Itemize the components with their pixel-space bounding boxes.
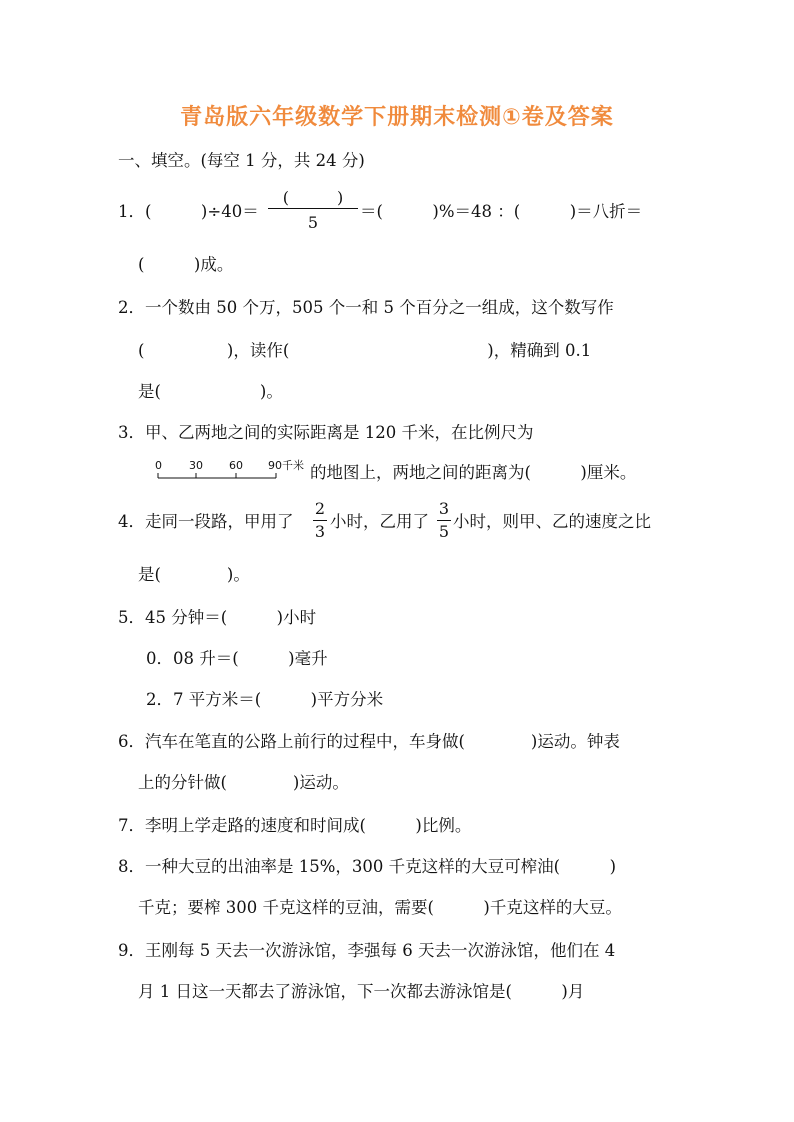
q1-part-b: ＝( )%＝48 ：( )＝八折＝ — [360, 202, 643, 221]
q4-part-d: 是( )。 — [138, 565, 250, 584]
q2-line-1: 2．一个数由 50 个万，505 个一和 5 个百分之一组成，这个数写作 — [118, 298, 614, 317]
q2-line-2: ( )，读作( )，精确到 0.1 — [138, 341, 592, 360]
q2-line-3: 是( )。 — [138, 382, 283, 401]
q1-fraction-numerator: ( ) — [282, 188, 344, 207]
q7-line: 7．李明上学走路的速度和时间成( )比例。 — [118, 816, 472, 835]
q4-fraction1-bar — [313, 520, 327, 521]
scale-unit: 千米 — [282, 459, 304, 472]
q4-fraction1-denominator: 3 — [314, 522, 326, 541]
q1-part-a: 1．( )÷40＝ — [118, 202, 259, 221]
scale-bar-icon — [154, 456, 310, 482]
q4-fraction2-numerator: 3 — [438, 499, 450, 518]
q1-part-c: ( )成。 — [138, 255, 234, 274]
q1-fraction-bar — [268, 208, 358, 209]
q3-line-2: 的地图上，两地之间的距离为( )厘米。 — [310, 463, 637, 482]
q4-part-a: 4．走同一段路，甲用了 — [118, 512, 294, 531]
q4-part-c: 小时，则甲、乙的速度之比 — [453, 512, 651, 531]
scale-tick-60: 60 — [229, 459, 243, 472]
section-heading: 一、填空。(每空 1 分，共 24 分) — [118, 151, 365, 170]
q9-line-2: 月 1 日这一天都去了游泳馆，下一次都去游泳馆是( )月 — [138, 982, 585, 1001]
q4-fraction1-numerator: 2 — [314, 499, 326, 518]
q9-line-1: 9．王刚每 5 天去一次游泳馆，李强每 6 天去一次游泳馆，他们在 4 — [118, 941, 616, 960]
scale-tick-30: 30 — [189, 459, 203, 472]
page-title: 青岛版六年级数学下册期末检测①卷及答案 — [180, 105, 614, 130]
q4-fraction2-denominator: 5 — [438, 522, 450, 541]
q1-fraction-denominator: 5 — [307, 213, 319, 232]
scale-tick-0: 0 — [155, 459, 162, 472]
q6-line-2: 上的分针做( )运动。 — [138, 773, 349, 792]
q8-line-2: 千克；要榨 300 千克这样的豆油，需要( )千克这样的大豆。 — [138, 898, 622, 917]
q5-line-2: 0．08 升＝( )毫升 — [146, 649, 328, 668]
scale-tick-90: 90 — [268, 459, 282, 472]
q8-line-1: 8．一种大豆的出油率是 15%，300 千克这样的大豆可榨油( ) — [118, 857, 617, 876]
q3-line-1: 3．甲、乙两地之间的实际距离是 120 千米，在比例尺为 — [118, 423, 534, 442]
q4-part-b: 小时，乙用了 — [330, 512, 429, 531]
q5-line-1: 5．45 分钟＝( )小时 — [118, 608, 317, 627]
q4-fraction2-bar — [437, 520, 451, 521]
q5-line-3: 2．7 平方米＝( )平方分米 — [146, 690, 384, 709]
q6-line-1: 6．汽车在笔直的公路上前行的过程中，车身做( )运动。钟表 — [118, 732, 620, 751]
